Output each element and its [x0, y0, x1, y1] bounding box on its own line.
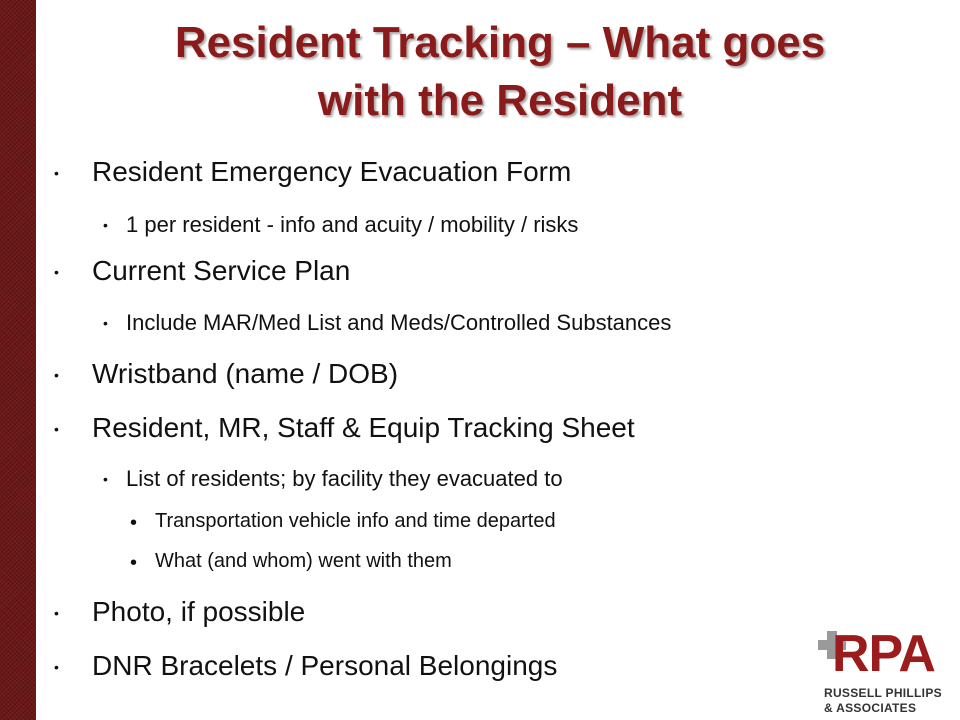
bullet-dot-icon: • — [130, 552, 138, 574]
bullet-text: List of residents; by facility they evacuated to — [126, 466, 563, 491]
rpa-logo — [818, 625, 958, 718]
bullet-item — [54, 156, 572, 188]
bullet-text: What (and whom) went with them — [155, 550, 452, 572]
bullet-text: Transportation vehicle info and time departed — [155, 510, 556, 532]
bullet-text: Current Service Plan — [92, 255, 351, 286]
logo-name-line-2: & ASSOCIATES — [824, 701, 917, 715]
bullet-text: Wristband (name / DOB) — [92, 358, 399, 389]
bullet-dot-icon: • — [130, 512, 138, 534]
sub-bullet-item — [103, 310, 672, 336]
bullet-item — [54, 358, 399, 390]
bullet-text: Include MAR/Med List and Meds/Controlled Substances — [126, 310, 672, 335]
bullet-dot-icon: • — [54, 659, 59, 675]
bullet-item — [54, 596, 306, 628]
bullet-item — [54, 255, 351, 287]
bullet-dot-icon: • — [54, 421, 59, 437]
title-line-2: with the Resident — [317, 76, 683, 125]
sub-bullet-item — [103, 212, 579, 238]
logo-name-line-1: RUSSELL PHILLIPS — [824, 686, 942, 700]
bullet-item — [54, 412, 635, 444]
bullet-text: DNR Bracelets / Personal Belongings — [92, 650, 558, 681]
bullet-dot-icon: • — [103, 217, 108, 233]
bullet-item — [54, 650, 558, 682]
logo-mark-text: RPA — [832, 625, 935, 683]
bullet-text: 1 per resident - info and acuity / mobility / risks — [126, 212, 579, 237]
bullet-text: Resident, MR, Staff & Equip Tracking Sheet — [92, 412, 635, 443]
sub-sub-bullet-item — [130, 550, 452, 574]
sub-bullet-item — [103, 466, 563, 492]
bullet-dot-icon: • — [54, 605, 59, 621]
bullet-dot-icon: • — [103, 315, 108, 331]
bullet-text: Photo, if possible — [92, 596, 306, 627]
bullet-dot-icon: • — [54, 367, 59, 383]
sub-sub-bullet-item — [130, 510, 556, 534]
title-line-1: Resident Tracking – What goes — [174, 18, 826, 67]
bullet-dot-icon: • — [54, 264, 59, 280]
bullet-dot-icon: • — [103, 471, 108, 487]
bullet-text: Resident Emergency Evacuation Form — [92, 156, 572, 187]
bullet-dot-icon: • — [54, 165, 59, 181]
